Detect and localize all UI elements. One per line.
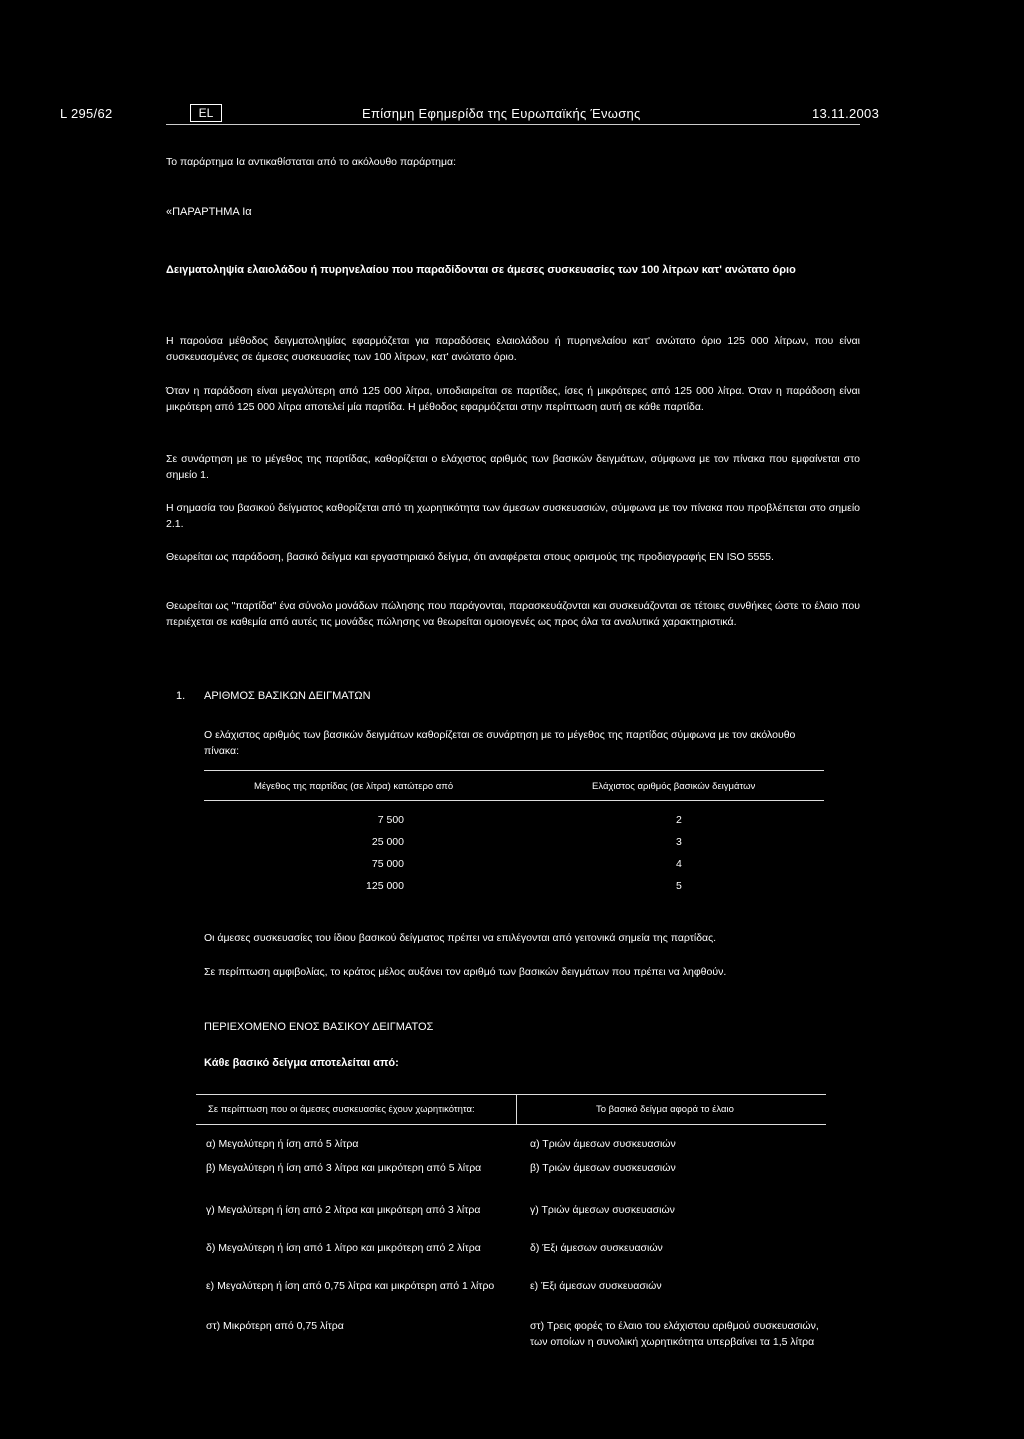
table-row-capacity: α) Μεγαλύτερη ή ίση από 5 λίτρα <box>206 1138 359 1150</box>
table-header-lot-size: Μέγεθος της παρτίδας (σε λίτρα) κατώτερο από <box>254 781 454 792</box>
sample-content-table <box>196 1094 826 1374</box>
section-2-title: ΠΕΡΙΕΧΟΜΕΝΟ ΕΝΟΣ ΒΑΣΙΚΟΥ ΔΕΙΓΜΑΤΟΣ <box>204 1021 434 1033</box>
table-row-sample: ε) Έξι άμεσων συσκευασιών <box>530 1280 662 1292</box>
table-header-min-samples: Ελάχιστος αριθμός βασικών δειγμάτων <box>592 781 756 792</box>
table-row-sample: γ) Τριών άμεσων συσκευασιών <box>530 1204 675 1216</box>
section-1-note-2: Σε περίπτωση αμφιβολίας, το κράτος μέλος αυξάνει τον αριθμό των βασικών δειγμάτων που πρέπει να ληφθούν. <box>204 966 727 978</box>
table-row-sample: β) Τριών άμεσων συσκευασιών <box>530 1162 676 1174</box>
annex-heading: Δειγματοληψία ελαιολάδου ή πυρηνελαίου που παραδίδονται σε άμεσες συσκευασίες των 100 λίτρων κατ' ανώτατο όριο <box>166 264 796 276</box>
paragraph-3: Σε συνάρτηση με το μέγεθος της παρτίδας, καθορίζεται ο ελάχιστος αριθμός των βασικών δειγμάτων, σύμφωνα με τον πίνακα που εμφαίνεται στο σημείο 1. <box>166 453 860 481</box>
journal-title: Επίσημη Εφημερίδα της Ευρωπαϊκής Ένωσης <box>362 106 641 121</box>
table-row-min-samples: 4 <box>676 858 682 870</box>
table-row-capacity: δ) Μεγαλύτερη ή ίση από 1 λίτρο και μικρότερη από 2 λίτρα <box>206 1242 481 1254</box>
table-row-sample: α) Τριών άμεσων συσκευασιών <box>530 1138 676 1150</box>
table-row-lot-size: 75 000 <box>371 858 404 870</box>
table-row-capacity: β) Μεγαλύτερη ή ίση από 3 λίτρα και μικρότερη από 5 λίτρα <box>206 1162 482 1174</box>
annex-title: «ΠΑΡΑΡΤΗΜΑ Ια <box>166 206 252 218</box>
table-row-capacity: ε) Μεγαλύτερη ή ίση από 0,75 λίτρα και μικρότερη από 1 λίτρο <box>206 1280 495 1292</box>
section-1-note-1: Οι άμεσες συσκευασίες του ίδιου βασικού δείγματος πρέπει να επιλέγονται από γειτονικά σημεία της παρτίδας. <box>204 932 717 944</box>
page-reference: L 295/62 <box>60 106 113 121</box>
paragraph-2: Όταν η παράδοση είναι μεγαλύτερη από 125 000 λίτρα, υποδιαιρείται σε παρτίδες, ίσες ή μικρότερες από 125 000 λίτρα. Όταν η παράδοση είναι μικρότερη από 125 000 λίτρα αποτελεί μία παρτίδα. Η μέθοδος εφαρμόζεται στην περίπτωση αυτή σε κάθε παρτίδα. <box>166 385 860 413</box>
publication-date: 13.11.2003 <box>812 106 880 121</box>
table-header-rule <box>204 800 824 801</box>
table-row-min-samples: 3 <box>676 836 682 848</box>
table-row-lot-size: 125 000 <box>366 880 404 892</box>
header-rule <box>166 124 860 125</box>
section-1-text: Ο ελάχιστος αριθμός των βασικών δειγμάτων καθορίζεται σε συνάρτηση με το μέγεθος της παρτίδας σύμφωνα με τον ακόλουθο πίνακα: <box>204 729 796 757</box>
section-1-title: ΑΡΙΘΜΟΣ ΒΑΣΙΚΩΝ ΔΕΙΓΜΑΤΩΝ <box>204 690 371 702</box>
section-2-subtitle: Κάθε βασικό δείγμα αποτελείται από: <box>204 1057 399 1069</box>
table-top-rule <box>196 1094 826 1095</box>
table-row-sample: στ) Τρεις φορές το έλαιο του ελάχιστου αριθμού συσκευασιών, των οποίων η συνολική χωρητικότητα υπερβαίνει τα 1,5 λίτρα <box>530 1320 819 1348</box>
paragraph-6: Θεωρείται ως "παρτίδα" ένα σύνολο μονάδων πώλησης που παράγονται, παρασκευάζονται και συσκευάζονται σε τέτοιες συνθήκες ώστε το έλαιο που περιέχεται σε καθεμία από αυτές τις μονάδες πώλησης να θεωρείται ομοιογενές ως προς όλα τα αναλυτικά χαρακτηριστικά. <box>166 600 860 628</box>
table-row-capacity: γ) Μεγαλύτερη ή ίση από 2 λίτρα και μικρότερη από 3 λίτρα <box>206 1204 481 1216</box>
table-row-min-samples: 5 <box>676 880 682 892</box>
paragraph-4: Η σημασία του βασικού δείγματος καθορίζεται από τη χωρητικότητα των άμεσων συσκευασιών, σύμφωνα με τον πίνακα που προβλέπεται στο σημείο 2.1. <box>166 502 860 530</box>
table-row-lot-size: 25 000 <box>371 836 404 848</box>
language-code-box: EL <box>190 104 222 122</box>
table-header-sample: Το βασικό δείγμα αφορά το έλαιο <box>596 1104 734 1115</box>
table-column-divider <box>516 1094 517 1124</box>
table-header-capacity: Σε περίπτωση που οι άμεσες συσκευασίες έχουν χωρητικότητα: <box>208 1104 475 1115</box>
paragraph-5: Θεωρείται ως παράδοση, βασικό δείγμα και εργαστηριακό δείγμα, ότι αναφέρεται στους ορισμούς της προδιαγραφής EN ISO 5555. <box>166 551 774 563</box>
table-row-sample: δ) Έξι άμεσων συσκευασιών <box>530 1242 663 1254</box>
intro-text: Το παράρτημα Ια αντικαθίσταται από το ακόλουθο παράρτημα: <box>166 156 457 168</box>
table-row-min-samples: 2 <box>676 814 682 826</box>
table-top-rule <box>204 770 824 771</box>
section-1-number: 1. <box>176 690 186 702</box>
paragraph-1: Η παρούσα μέθοδος δειγματοληψίας εφαρμόζεται για παραδόσεις ελαιολάδου ή πυρηνελαίου κατ' ανώτατο όριο 125 000 λίτρων, που είναι συσκευασμένες σε άμεσες συσκευασίες των 100 λίτρων, κατ' ανώτατο όριο. <box>166 335 860 363</box>
table-header-rule <box>196 1124 826 1125</box>
table-row-lot-size: 7 500 <box>377 814 404 826</box>
sample-count-table <box>204 770 824 900</box>
table-row-capacity: στ) Μικρότερη από 0,75 λίτρα <box>206 1320 344 1332</box>
